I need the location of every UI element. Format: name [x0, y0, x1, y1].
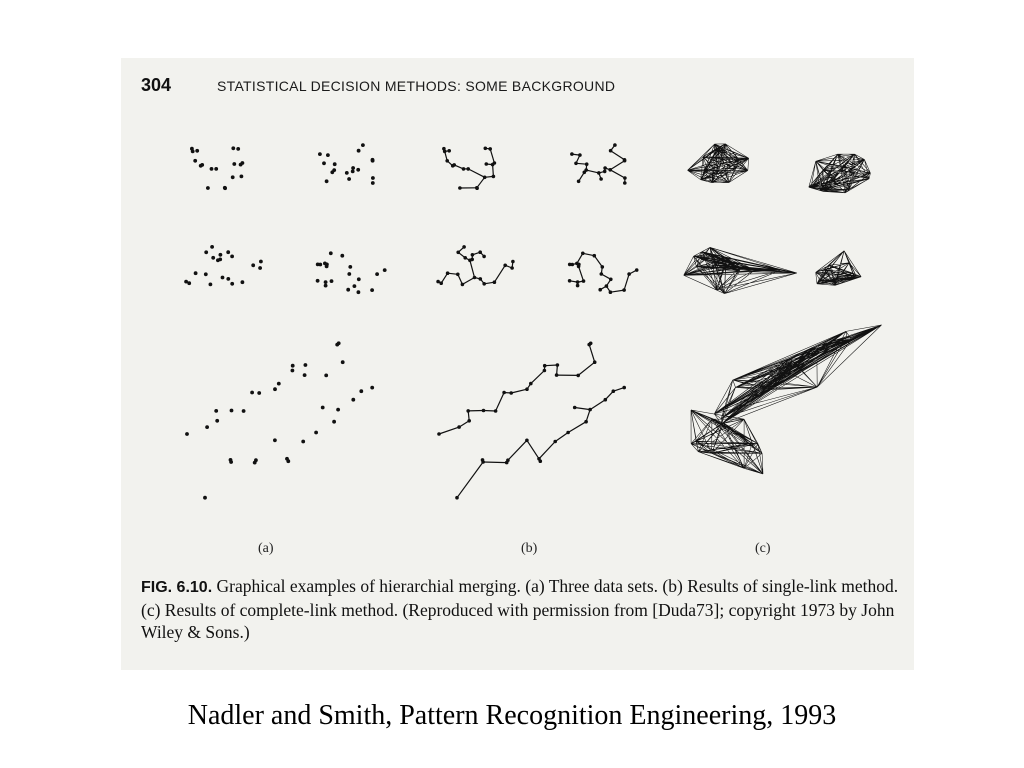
- panel-a-row2-cluster-2-point-9: [325, 263, 329, 267]
- panel-a-row1-cluster-2-point-3: [371, 176, 375, 180]
- panel-b-row3-cluster-2-point-0: [455, 496, 459, 500]
- panel-a-row3-cluster-2-point-5: [273, 438, 277, 442]
- panel-b-row1-cluster-2-point-16: [608, 168, 612, 172]
- panel-b-row3-cluster-1-point-13: [555, 373, 559, 377]
- panel-a-row1-cluster-2-point-14: [333, 162, 337, 166]
- panel-b-row1-cluster-1-point-8: [462, 167, 466, 171]
- panel-b-row3-cluster-2-point-14: [612, 389, 616, 393]
- panel-b-row3-cluster-2-link-8: [555, 433, 568, 442]
- panel-b-row2-cluster-2-point-19: [571, 263, 575, 267]
- panel-b-row3-cluster-2-point-2: [481, 458, 485, 462]
- panel-a-row3-cluster-2-point-9: [314, 431, 318, 435]
- panel-b-row1-cluster-1-point-13: [485, 162, 489, 166]
- panel-a-data-sets: [184, 143, 386, 499]
- panel-b-row3-cluster-1-point-1: [457, 425, 461, 429]
- panel-a-row2-cluster-1-point-11: [226, 250, 230, 254]
- panel-b-row2-cluster-2-link-8: [594, 256, 602, 267]
- panel-b-row3-cluster-2-point-10: [573, 406, 577, 410]
- panel-a-row2-cluster-2-point-19: [318, 263, 322, 267]
- panel-a-row2-cluster-2-point-10: [347, 272, 351, 276]
- panel-b-row2-cluster-1-point-11: [478, 250, 482, 254]
- panel-a-row2-cluster-1-point-15: [211, 256, 215, 260]
- panel-b-row3-cluster-2-link-12: [590, 400, 605, 410]
- panel-a-row3-cluster-2-point-14: [359, 389, 363, 393]
- panel-a-row2-cluster-2-point-2: [357, 277, 361, 281]
- panel-a-row3-cluster-2-point-8: [301, 440, 305, 444]
- panel-b-row3-cluster-2-point-13: [604, 398, 608, 402]
- panel-a-row3-cluster-2-point-4: [253, 461, 257, 465]
- panel-b-row3-cluster-1-point-4: [482, 409, 486, 413]
- panel-b-row3-cluster-2-point-15: [622, 386, 626, 390]
- panel-c-row1-cluster-2-complete-graph: [809, 154, 871, 193]
- caption-text: Graphical examples of hierarchial merging. (a) Three data sets. (b) Results of single-link method. (c) Results of complete-link method. (Reproduced with permission from [Duda73]; copyright 1973 by John Wiley & Sons.): [141, 576, 899, 642]
- panel-a-row2-cluster-2-point-12: [370, 288, 374, 292]
- panel-a-row1-cluster-1-point-3: [193, 159, 197, 163]
- panel-a-row1-cluster-2-point-12: [332, 168, 336, 172]
- panel-b-row1-cluster-2-point-17: [623, 158, 627, 162]
- panel-b-row3-cluster-2-link-7: [539, 442, 555, 459]
- panel-c-row3-cluster-1-complete-graph: [714, 325, 881, 424]
- panel-c-complete-link: [684, 144, 882, 474]
- panel-b-row1-cluster-1-point-16: [488, 147, 492, 151]
- panel-a-row3-cluster-2-point-10: [321, 406, 325, 410]
- panel-a-row2-cluster-2-point-15: [316, 279, 320, 283]
- panel-a-row2-cluster-2-point-4: [329, 251, 333, 255]
- panel-b-row1-cluster-2-link-15: [611, 151, 625, 160]
- panel-b-row3-cluster-2-link-9: [568, 422, 586, 433]
- panel-a-row1-cluster-1-point-1: [214, 167, 218, 171]
- panel-a-row1-cluster-2-point-9: [357, 149, 361, 153]
- panel-c-row1-cluster-1-complete-graph: [688, 144, 749, 183]
- panel-b-row3-cluster-1-point-0: [437, 432, 441, 436]
- panel-b-row1-cluster-2-point-11: [574, 162, 578, 166]
- panel-a-row2-cluster-1-point-0: [258, 266, 262, 270]
- panel-a-row3-cluster-1-point-1: [205, 425, 209, 429]
- panel-a-row2-cluster-2-point-0: [383, 268, 387, 272]
- panel-b-row3-cluster-1-link-0: [439, 427, 459, 434]
- panel-a-row2-cluster-2-point-7: [348, 265, 352, 269]
- panel-b-row2-cluster-2-point-9: [577, 263, 581, 267]
- panel-b-row2-cluster-1-point-17: [473, 276, 477, 280]
- panel-a-row2-cluster-1-point-10: [194, 271, 198, 275]
- page-number: 304: [141, 75, 172, 95]
- panel-a-row1-cluster-1-point-13: [232, 162, 236, 166]
- panel-b-row3-cluster-2-point-11: [588, 408, 592, 412]
- panel-b-row3-cluster-1-point-17: [593, 360, 597, 364]
- panel-b-row1-cluster-1-point-10: [447, 149, 451, 153]
- panel-b-row1-cluster-2-point-10: [570, 152, 574, 156]
- panel-b-row3-cluster-1-link-5: [496, 393, 505, 412]
- panel-a-row2-cluster-2-point-8: [353, 284, 357, 288]
- panel-a-row3-cluster-2-point-2: [229, 458, 233, 462]
- panel-a-row3-cluster-2-point-12: [332, 420, 336, 424]
- panel-a-row1-cluster-1-point-12: [206, 186, 210, 190]
- panel-a-row3-cluster-1-point-13: [303, 373, 307, 377]
- panel-b-row2-cluster-2-point-2: [609, 278, 613, 282]
- panel-b-row2-cluster-2-link-1: [624, 274, 629, 290]
- panel-a-row1-cluster-2-point-7: [347, 177, 351, 181]
- panel-a-row2-cluster-1-point-4: [241, 280, 245, 284]
- panel-b-row2-cluster-1-point-8: [482, 255, 486, 259]
- panel-b-row2-cluster-2-point-13: [593, 254, 597, 258]
- panel-b-row2-cluster-2-point-12: [622, 288, 626, 292]
- panel-b-row1-cluster-2-point-7: [599, 177, 603, 181]
- scanned-book-page: [121, 58, 914, 670]
- panel-b-row3-cluster-1-link-15: [589, 345, 595, 363]
- panel-b-row2-cluster-2-point-11: [627, 272, 631, 276]
- panel-b-row3-cluster-1-point-9: [529, 382, 533, 386]
- panel-b-row2-cluster-2-point-3: [576, 280, 580, 284]
- panel-b-row1-cluster-1-point-15: [491, 163, 495, 167]
- panel-b-row2-cluster-1-point-12: [461, 283, 465, 287]
- panel-b-row2-cluster-1-link-11: [470, 260, 475, 277]
- panel-a-row1-cluster-1-point-17: [240, 175, 244, 179]
- panel-b-row1-cluster-2-point-1: [577, 180, 581, 184]
- panel-a-row1-cluster-1-point-14: [191, 150, 195, 154]
- panel-a-row3-cluster-1-point-16: [337, 341, 341, 345]
- panel-label-c: (c): [755, 541, 771, 556]
- panel-b-row3-cluster-1-point-6: [502, 391, 506, 395]
- panel-a-row2-cluster-1-point-13: [204, 272, 208, 276]
- panel-b-row1-cluster-2-point-3: [623, 176, 627, 180]
- panel-b-row1-cluster-1-point-17: [492, 175, 496, 179]
- panel-a-row3-cluster-2-point-0: [203, 496, 207, 500]
- panel-b-row1-cluster-1-link-6: [490, 149, 494, 163]
- panel-b-row3-cluster-2-point-8: [553, 440, 557, 444]
- panel-b-row2-cluster-2-point-7: [601, 265, 605, 269]
- panel-b-row2-cluster-1-point-18: [436, 280, 440, 284]
- panel-label-a: (a): [258, 541, 274, 556]
- panel-a-row3-cluster-1-point-6: [250, 391, 254, 395]
- panel-b-row3-cluster-1-link-14: [578, 362, 595, 375]
- panel-b-row2-cluster-2-point-16: [582, 279, 586, 283]
- panel-a-row1-cluster-2-point-5: [361, 143, 365, 147]
- panel-a-row2-cluster-2-point-6: [324, 284, 328, 288]
- panel-b-row3-cluster-2-link-5: [527, 440, 539, 459]
- panel-b-row1-cluster-2-point-0: [603, 166, 607, 170]
- panel-a-row1-cluster-1-point-9: [223, 186, 227, 190]
- panel-a-row2-cluster-2-point-16: [330, 279, 334, 283]
- panel-b-row1-cluster-2-point-9: [609, 149, 613, 153]
- panel-a-row2-cluster-2-point-3: [324, 280, 328, 284]
- panel-b-row2-cluster-1-point-16: [462, 245, 466, 249]
- panel-b-row3-cluster-1-link-9: [531, 371, 545, 384]
- footer-citation: Nadler and Smith, Pattern Recognition Engineering, 1993: [187, 700, 837, 731]
- panel-c-row2-cluster-1-complete-graph: [684, 247, 797, 293]
- panel-b-row1-cluster-2-point-5: [613, 143, 617, 147]
- panel-b-row3-cluster-2-point-5: [525, 439, 529, 443]
- panel-b-row2-cluster-1-point-4: [493, 280, 497, 284]
- panel-a-row1-cluster-2-point-11: [322, 161, 326, 165]
- panel-b-row2-cluster-1-point-6: [471, 253, 475, 257]
- panel-b-row1-cluster-2-link-11: [610, 170, 625, 178]
- panel-a-row2-cluster-1-point-6: [219, 253, 223, 257]
- panel-b-row1-cluster-1-link-9: [468, 169, 485, 177]
- panel-a-row3-cluster-2-point-11: [336, 408, 340, 412]
- panel-b-row2-cluster-1-point-3: [470, 258, 474, 262]
- panel-b-row2-cluster-1-point-0: [510, 266, 514, 270]
- panel-a-row2-cluster-2-point-14: [357, 290, 361, 294]
- panel-a-row2-cluster-1-point-1: [259, 260, 263, 264]
- panel-a-row1-cluster-1-point-8: [210, 167, 214, 171]
- panel-a-row3-cluster-1-point-8: [273, 387, 277, 391]
- panel-a-row3-cluster-1-point-3: [214, 409, 218, 413]
- panel-b-row2-cluster-2-link-2: [610, 290, 624, 292]
- panel-b-row3-cluster-2-link-11: [575, 408, 590, 410]
- panel-a-row3-cluster-1-point-17: [341, 360, 345, 364]
- panel-a-row2-cluster-1-point-18: [184, 280, 188, 284]
- caption-lead: FIG. 6.10.: [141, 579, 213, 596]
- panel-a-row3-cluster-1-point-2: [215, 419, 219, 423]
- panel-a-row1-cluster-1-point-16: [236, 147, 240, 151]
- panel-b-row1-cluster-1-point-14: [443, 150, 447, 154]
- panel-b-row3-cluster-1-link-7: [511, 389, 527, 393]
- panel-b-row3-cluster-1-point-7: [509, 391, 513, 395]
- panel-a-row1-cluster-2-point-17: [371, 158, 375, 162]
- panel-b-row1-cluster-2-point-12: [584, 168, 588, 172]
- panel-b-row3-cluster-1-point-14: [576, 374, 580, 378]
- panel-b-row2-cluster-2-point-18: [598, 288, 602, 292]
- panel-a-row1-cluster-2-point-2: [345, 171, 349, 175]
- panel-b-row3-cluster-1-point-2: [467, 419, 471, 423]
- panel-b-row3-cluster-1-point-8: [525, 387, 529, 391]
- figure-caption: [141, 575, 911, 643]
- panel-b-row1-cluster-2-point-6: [623, 181, 627, 185]
- panel-b-row2-cluster-2-point-0: [635, 268, 639, 272]
- panel-a-row1-cluster-2-point-0: [351, 166, 355, 170]
- panel-b-row3-cluster-1-link-4: [484, 411, 496, 412]
- panel-a-row1-cluster-2-point-13: [351, 170, 355, 174]
- panel-a-row3-cluster-1-point-5: [242, 409, 246, 413]
- panel-a-row1-cluster-2-point-10: [318, 152, 322, 156]
- panel-a-row1-cluster-2-point-1: [325, 179, 329, 183]
- panel-b-row3-cluster-1-point-5: [494, 409, 498, 413]
- panel-b-row2-cluster-1-point-5: [479, 277, 483, 281]
- panel-b-row2-cluster-2-point-10: [600, 272, 604, 276]
- panel-a-row3-cluster-1-point-10: [291, 364, 295, 368]
- panel-b-row1-cluster-1-link-4: [477, 177, 485, 188]
- panel-a-row2-cluster-1-point-17: [221, 276, 225, 280]
- panel-b-row2-cluster-1-point-1: [511, 260, 515, 264]
- panel-a-row3-cluster-1-point-0: [185, 432, 189, 436]
- panel-b-row1-cluster-1-point-3: [445, 159, 449, 163]
- panel-b-row3-cluster-1-point-11: [543, 369, 547, 373]
- panel-a-row2-cluster-1-point-16: [210, 245, 214, 249]
- panel-a-row2-cluster-2-point-11: [375, 272, 379, 276]
- panel-b-row2-cluster-1-point-7: [503, 264, 507, 268]
- panel-b-row3-cluster-1-link-11: [545, 365, 558, 366]
- panel-b-row1-cluster-2-link-4: [586, 170, 599, 173]
- panel-a-row1-cluster-1-point-11: [200, 163, 204, 167]
- panel-b-row1-cluster-1-point-9: [475, 186, 479, 190]
- panel-a-row2-cluster-1-point-5: [226, 277, 230, 281]
- panel-b-row1-cluster-2-link-13: [610, 161, 624, 170]
- panel-a-row2-cluster-1-point-12: [209, 283, 213, 287]
- panel-b-row2-cluster-1-point-10: [446, 271, 450, 275]
- panel-b-row3-cluster-1-point-10: [543, 364, 547, 368]
- panel-a-row3-cluster-1-point-14: [324, 374, 328, 378]
- panel-c-row2-cluster-2-complete-graph: [816, 251, 862, 286]
- panel-a-row1-cluster-2-point-6: [371, 181, 375, 185]
- panel-a-row3-cluster-1-point-12: [304, 363, 308, 367]
- panel-b-row3-cluster-2-link-2: [483, 462, 507, 463]
- panel-a-row2-cluster-2-point-18: [346, 288, 350, 292]
- panel-a-row2-cluster-2-point-13: [340, 254, 344, 258]
- panel-a-row3-cluster-1-point-9: [277, 382, 281, 386]
- panel-a-row2-cluster-1-point-19: [204, 250, 208, 254]
- panel-a-row1-cluster-1-point-15: [239, 163, 243, 167]
- panel-b-row3-cluster-2-point-12: [584, 420, 588, 424]
- panel-b-row1-cluster-1-point-11: [452, 163, 456, 167]
- panel-b-row2-cluster-1-link-2: [494, 265, 505, 282]
- panel-b-row3-cluster-2-link-10: [586, 410, 590, 422]
- panel-b-row1-cluster-2-point-14: [585, 162, 589, 166]
- panel-a-row2-cluster-1-point-3: [218, 258, 222, 262]
- panel-a-row2-cluster-1-point-8: [230, 255, 234, 259]
- panel-b-row2-cluster-1-point-15: [463, 256, 467, 260]
- panel-b-row3-cluster-1-point-16: [589, 342, 593, 346]
- panel-b-row2-cluster-2-point-8: [605, 284, 609, 288]
- panel-a-row3-cluster-2-point-15: [370, 386, 374, 390]
- panel-b-row2-cluster-1-point-14: [439, 281, 443, 285]
- panel-b-row2-cluster-1-link-6: [462, 278, 474, 285]
- panel-b-row1-cluster-2-point-13: [603, 170, 607, 174]
- panel-b-row3-cluster-2-link-0: [457, 462, 483, 498]
- panel-a-row3-cluster-2-point-7: [285, 457, 289, 461]
- panel-b-row2-cluster-2-point-15: [568, 279, 572, 283]
- panel-b-single-link: [436, 143, 638, 499]
- panel-b-row3-cluster-2-point-4: [505, 461, 509, 465]
- panel-a-row3-cluster-1-point-7: [257, 391, 261, 395]
- panel-b-row2-cluster-2-link-15: [579, 266, 584, 281]
- panel-a-row1-cluster-2-point-16: [356, 168, 360, 172]
- panel-a-row1-cluster-1-point-2: [231, 146, 235, 150]
- panel-b-row3-cluster-2-point-7: [537, 457, 541, 461]
- panel-b-row2-cluster-2-point-6: [576, 284, 580, 288]
- panel-b-row3-cluster-2-point-9: [566, 431, 570, 435]
- panel-label-b: (b): [521, 541, 538, 556]
- panel-b-row1-cluster-1-point-6: [483, 176, 487, 180]
- panel-b-row3-cluster-1-point-12: [556, 363, 560, 367]
- panel-b-row2-cluster-2-point-4: [581, 252, 585, 256]
- panel-b-row3-cluster-1-point-3: [466, 409, 470, 413]
- panel-b-row1-cluster-2-point-2: [597, 171, 601, 175]
- panel-b-row1-cluster-1-point-2: [484, 147, 488, 151]
- panel-a-row3-cluster-1-point-4: [230, 409, 234, 413]
- panel-a-row3-cluster-1-point-11: [291, 369, 295, 373]
- panel-a-row1-cluster-1-point-6: [231, 175, 235, 179]
- panel-a-row2-cluster-1-point-7: [251, 263, 255, 267]
- panel-b-row1-cluster-2-point-4: [578, 153, 582, 157]
- panel-b-row2-cluster-1-point-19: [456, 251, 460, 255]
- panel-a-row1-cluster-2-point-4: [326, 153, 330, 157]
- panel-b-row1-cluster-1-point-1: [466, 167, 470, 171]
- running-head: STATISTICAL DECISION METHODS: SOME BACKGROUND: [217, 78, 616, 94]
- panel-a-row3-cluster-2-point-13: [351, 398, 355, 402]
- panel-b-row3-cluster-2-link-4: [508, 440, 527, 460]
- panel-b-row2-cluster-1-point-13: [456, 273, 460, 277]
- panel-b-row2-cluster-2-point-14: [609, 290, 613, 294]
- panel-a-row1-cluster-1-point-10: [195, 149, 199, 153]
- panel-a-row2-cluster-1-point-9: [230, 282, 234, 286]
- panel-b-row2-cluster-1-point-9: [482, 282, 486, 286]
- panel-b-row1-cluster-1-point-12: [458, 186, 462, 190]
